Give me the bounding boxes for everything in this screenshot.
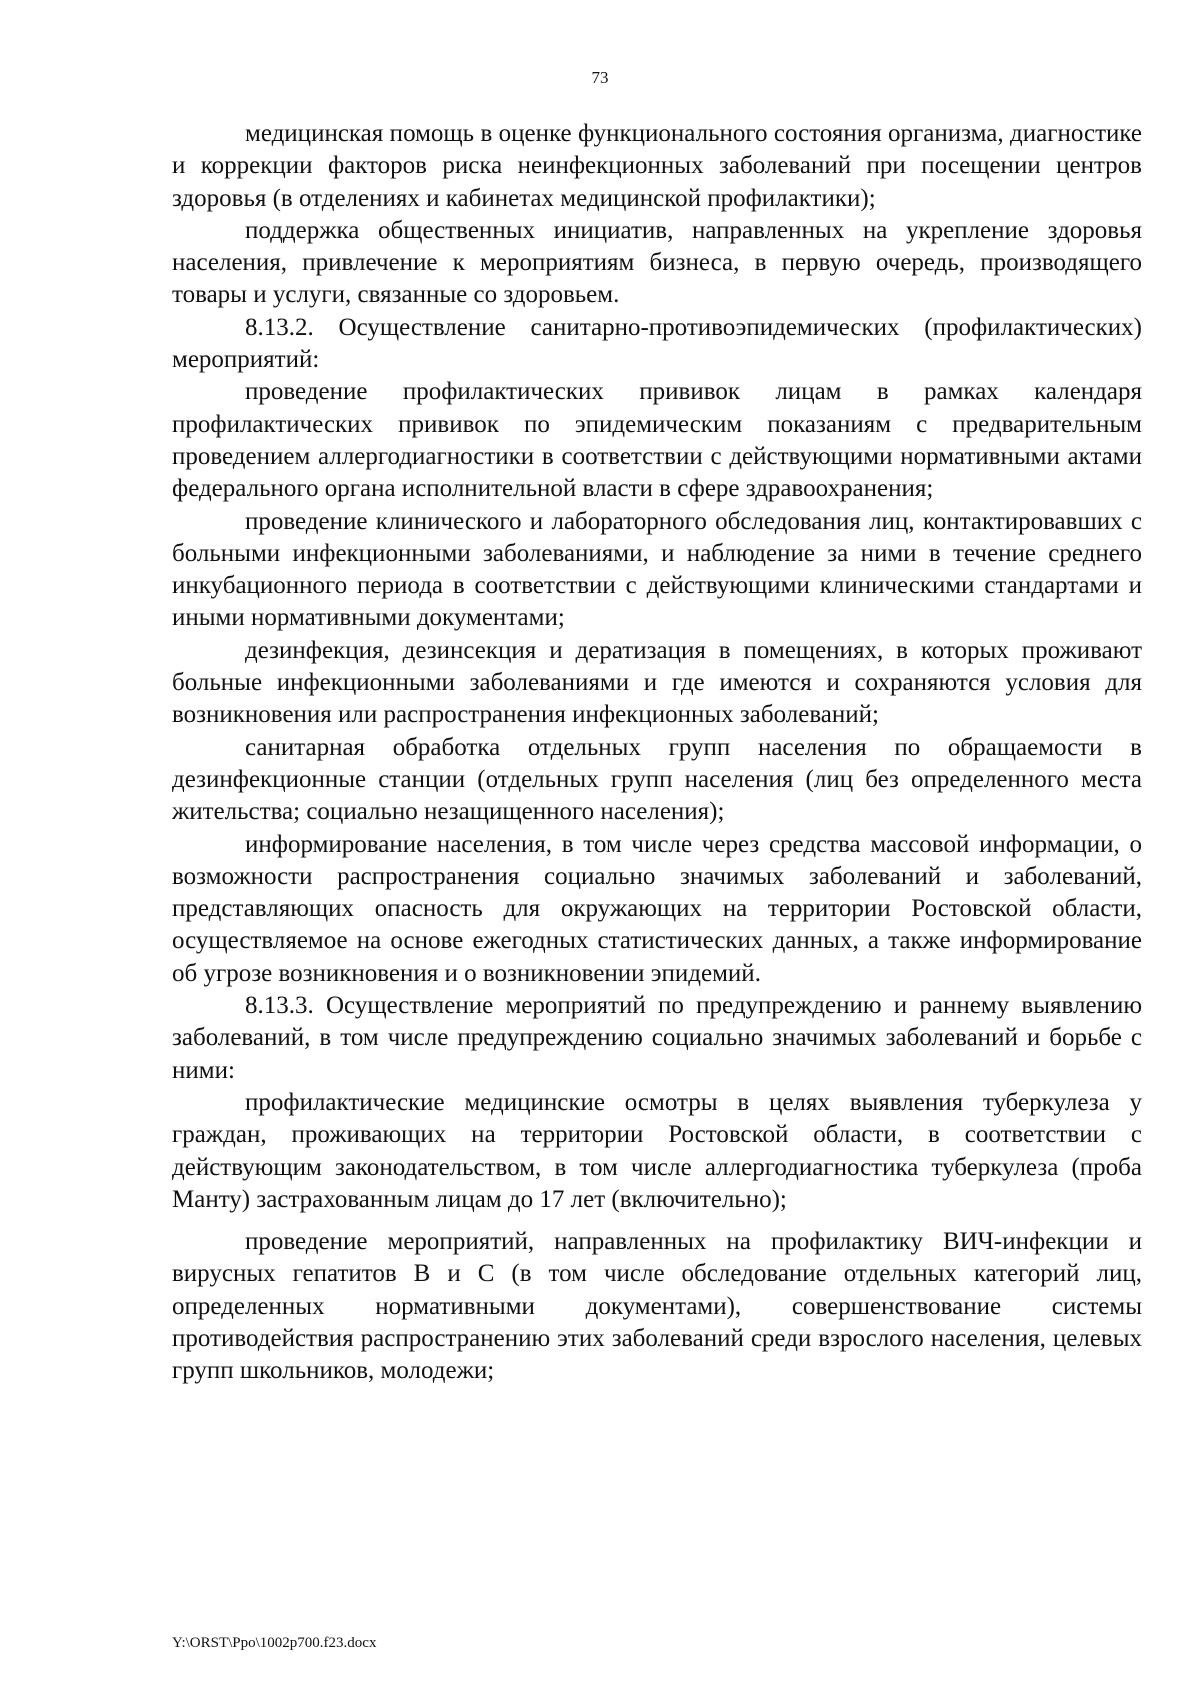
paragraph-section-8-13-3: 8.13.3. Осуществление мероприятий по предупреждению и раннему выявлению заболеваний, в том числе предупреждению социально значимых заболеваний и борьбе с ними: xyxy=(172,992,1142,1084)
paragraph-tuberculosis-screening: профилактические медицинские осмотры в целях выявления туберкулеза у граждан, проживающих на территории Ростовской области, в соответствии с действующим законодательством, в том числе аллергодиагностика туберкулеза (проба Манту) застрахованным лицам до 17 лет (включительно); xyxy=(172,1088,1142,1213)
paragraph-public-initiatives: поддержка общественных инициатив, направленных на укрепление здоровья населения, привлечение к мероприятиям бизнеса, в первую очередь, производящего товары и услуги, связанные со здоровьем. xyxy=(172,216,1142,309)
paragraph-section-8-13-2: 8.13.2. Осуществление санитарно-противоэпидемических (профилактических) мероприятий: xyxy=(172,313,1142,374)
paragraph-health-centers: медицинская помощь в оценке функционального состояния организма, диагностике и коррекции факторов риска неинфекционных заболеваний при посещении центров здоровья (в отделениях и кабинетах медицинской профилактики); xyxy=(172,120,1142,212)
paragraph-hiv-prevention: проведение мероприятий, направленных на профилактику ВИЧ-инфекции и вирусных гепатитов В и С (в том числе обследование отдельных категорий лиц, определенных нормативными документами), совершенствование системы противодействия распространению этих заболеваний среди взрослого населения, целевых групп школьников, молодежи; xyxy=(172,1228,1142,1385)
paragraph-vaccinations: проведение профилактических прививок лицам в рамках календаря профилактических прививок по эпидемическим показаниям с предварительным проведением аллергодиагностики в соответствии с действующими нормативными актами федерального органа исполнительной власти в сфере здравоохранения; xyxy=(172,378,1142,503)
paragraph-contact-examination: проведение клинического и лабораторного обследования лиц, контактировавших с больными инфекционными заболеваниями, и наблюдение за ними в течение среднего инкубационного периода в соответствии с действующими клиническими стандартами и иными нормативными документами; xyxy=(172,507,1142,632)
paragraph-sanitary-treatment: санитарная обработка отдельных групп населения по обращаемости в дезинфекционные станции (отдельных групп населения (лиц без определенного места жительства; социально незащищенного населения); xyxy=(172,733,1142,826)
page-number: 73 xyxy=(591,68,609,87)
footer-file-path: Y:\ORST\Ppo\1002p700.f23.docx xyxy=(172,1635,377,1651)
paragraph-disinfection: дезинфекция, дезинсекция и дератизация в помещениях, в которых проживают больные инфекционными заболеваниями и где имеются и сохраняются условия для возникновения или распространения инфекционных заболеваний; xyxy=(172,636,1142,729)
document-body xyxy=(172,118,1142,1388)
paragraph-public-informing: информирование населения, в том числе через средства массовой информации, о возможности распространения социально значимых заболеваний и заболеваний, представляющих опасность для окружающих на территории Ростовской области, осуществляемое на основе ежегодных статистических данных, а также информирование об угрозе возникновения и о возникновении эпидемий. xyxy=(172,830,1142,987)
